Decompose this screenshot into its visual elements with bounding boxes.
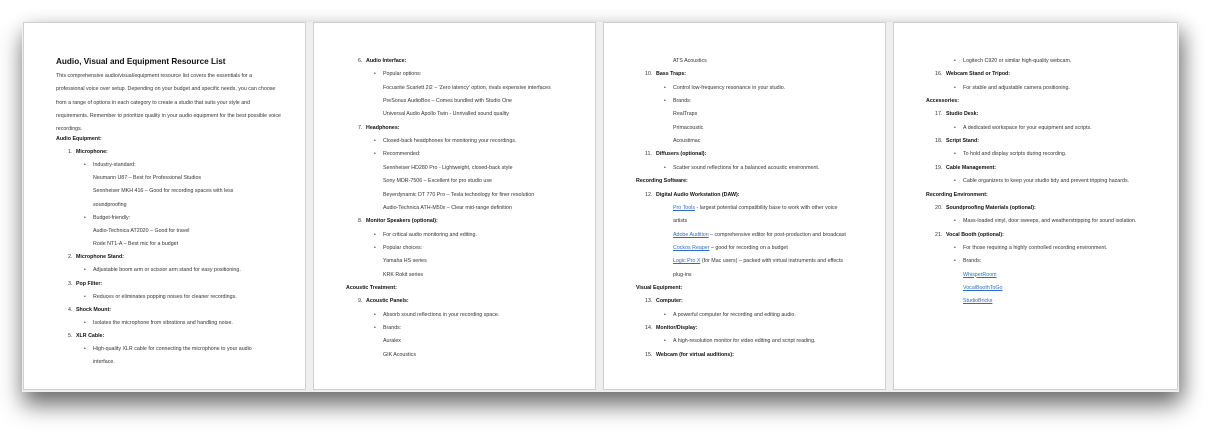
list-number: 14. bbox=[645, 325, 653, 331]
list-number: 17. bbox=[935, 111, 943, 118]
link-item bbox=[963, 286, 1002, 291]
list-number: 20. bbox=[935, 204, 943, 211]
sub-item: Sennheiser MKH 416 – Good for recording spaces with less bbox=[93, 188, 234, 195]
list-item-heading: Bass Traps: bbox=[656, 71, 687, 78]
list-item-heading: Headphones: bbox=[366, 124, 400, 131]
bullet-item: • Brands: bbox=[383, 326, 401, 331]
section-heading: Acoustic Treatment: bbox=[346, 284, 397, 291]
sub-item: Audio-Technica ATH-M50x – Clear mid-range definition bbox=[383, 204, 512, 211]
sub-item: Primacoustic bbox=[673, 124, 704, 131]
sub-item: Auralex bbox=[383, 338, 401, 345]
hyperlink[interactable]: Adobe Audition bbox=[673, 231, 709, 238]
list-item-heading: Monitor/Display: bbox=[656, 325, 698, 331]
list-item-heading: XLR Cable: bbox=[76, 333, 105, 340]
section-heading: Recording Environment: bbox=[926, 191, 988, 198]
bullet-item: • Popular options: bbox=[383, 72, 421, 77]
sub-item: Acoustimac bbox=[673, 138, 701, 145]
list-item-heading: Microphone: bbox=[76, 149, 108, 155]
sub-item: KRK Rokit series bbox=[383, 271, 424, 278]
link-description: (for Mac users) – packed with virtual instruments and effects bbox=[700, 258, 844, 265]
sub-item: Universal Audio Apollo Twin - Unrivalled sound quality bbox=[383, 111, 509, 118]
list-number: 19. bbox=[935, 164, 943, 171]
link-description: – good for recording on a budget bbox=[709, 244, 788, 251]
list-item-heading: Shock Mount: bbox=[76, 306, 112, 313]
bullet-item: • Industry-standard: bbox=[93, 163, 136, 168]
sub-item: Rode NT1-A – Best mic for a budget bbox=[93, 241, 179, 248]
list-item-heading: Webcam Stand or Tripod: bbox=[946, 71, 1011, 78]
sub-item: Sennheiser HD280 Pro - Lightweight, closed-back style bbox=[383, 164, 513, 171]
sub-item: Audio-Technica AT2020 – Good for travel bbox=[93, 227, 190, 234]
link-item bbox=[963, 299, 992, 304]
page-4 bbox=[893, 22, 1178, 390]
sub-item: Focusrite Scarlett 2i2 – 'Zero latency' option, rivals expensive interfaces bbox=[383, 84, 551, 91]
list-item-heading: Monitor Speakers (optional): bbox=[366, 218, 438, 225]
hyperlink[interactable]: Cockos Reaper bbox=[673, 244, 710, 251]
sub-item: Sony MDR-7506 – Excellent for pro studio use bbox=[383, 178, 492, 185]
link-item bbox=[673, 233, 846, 238]
list-item-heading: Digital Audio Workstation (DAW): bbox=[656, 191, 740, 198]
bullet-item: • Logitech C920 or similar high-quality webcam. bbox=[963, 59, 1071, 64]
section-heading: Accessories: bbox=[926, 98, 959, 105]
list-number: 15. bbox=[645, 351, 653, 358]
page-2 bbox=[313, 22, 596, 390]
hyperlink[interactable]: Logic Pro X bbox=[673, 258, 701, 265]
list-number: 16. bbox=[935, 71, 943, 78]
section-heading: Recording Software: bbox=[636, 178, 688, 185]
sub-item: Yamaha HS series bbox=[383, 258, 427, 265]
bullet-item: • Scatter sound reflections for a balanced acoustic environment. bbox=[673, 166, 819, 171]
section-heading: Audio Equipment: bbox=[56, 136, 102, 142]
sub-item: PreSonus AudioBox – Comes bundled with Studio One bbox=[383, 98, 512, 105]
link-item bbox=[963, 273, 997, 278]
bullet-item: • For stable and adjustable camera positioning. bbox=[963, 86, 1070, 91]
sub-item: Neumann U87 – Best for Professional Studios bbox=[93, 175, 202, 182]
bullet-item: • Reduces or eliminates popping noises for cleaner recordings. bbox=[93, 295, 237, 300]
hyperlink[interactable]: VocalBoothToGo bbox=[963, 284, 1003, 291]
section-heading: Visual Equipment: bbox=[636, 284, 683, 291]
list-item-heading: Pop Filter: bbox=[76, 280, 103, 287]
intro-paragraph: This comprehensive audio/visual/equipment resource list covers the essentials for a professional voice over setup. Depending on your budget and specific needs, you can choose from a range of options in each category to create a studio that suits your style and requirements. Remember to prioritize quality in your audio equipment for the best possible voice recordings. bbox=[56, 73, 281, 133]
list-item-heading: Microphone Stand: bbox=[76, 254, 124, 261]
bullet-item: • Adjustable boom arm or scissor arm stand for easy positioning. bbox=[93, 268, 241, 273]
bullet-item: • For critical audio monitoring and editing. bbox=[383, 233, 477, 238]
bullet-item: • High-quality XLR cable for connecting the microphone to your audio bbox=[93, 347, 252, 352]
list-number: 1. bbox=[68, 149, 73, 155]
link-item bbox=[673, 259, 843, 264]
sub-item: plug-ins bbox=[673, 271, 692, 278]
hyperlink[interactable]: Pro Tools bbox=[673, 204, 695, 211]
bullet-item: • A high-resolution monitor for video editing and script reading. bbox=[673, 339, 816, 344]
list-number: 9. bbox=[358, 298, 363, 305]
list-item-heading: Audio Interface: bbox=[366, 58, 407, 64]
sub-item: ATS Acoustics bbox=[673, 58, 707, 64]
bullet-item: • A dedicated workspace for your equipment and scripts. bbox=[963, 126, 1092, 131]
list-number: 12. bbox=[645, 191, 653, 198]
list-number: 6. bbox=[358, 58, 363, 64]
sub-item: interface. bbox=[93, 359, 115, 366]
bullet-item: • Control low-frequency resonance in your studio. bbox=[673, 86, 785, 91]
list-item-heading: Computer: bbox=[656, 298, 683, 305]
bullet-item: • Mass-loaded vinyl, door sweeps, and weatherstripping for sound isolation. bbox=[963, 219, 1136, 224]
bullet-item: • A powerful computer for recording and editing audio. bbox=[673, 313, 796, 318]
document-spread bbox=[22, 22, 1179, 392]
list-item-heading: Script Stand: bbox=[946, 138, 979, 145]
list-number: 8. bbox=[358, 218, 363, 225]
list-number: 21. bbox=[935, 231, 943, 238]
list-number: 10. bbox=[645, 71, 653, 78]
bullet-item: • Absorb sound reflections in your recording space. bbox=[383, 313, 499, 318]
list-item-heading: Soundproofing Materials (optional): bbox=[946, 204, 1036, 211]
list-item-heading: Webcam (for virtual auditions): bbox=[656, 351, 734, 358]
link-item bbox=[673, 246, 788, 251]
sub-item: RealTraps bbox=[673, 111, 698, 118]
sub-item: Beyerdynamic DT 770 Pro – Tesla technology for finer resolution bbox=[383, 191, 535, 198]
page-1 bbox=[23, 22, 306, 390]
bullet-item: • Brands: bbox=[673, 99, 691, 104]
list-item-heading: Studio Desk: bbox=[946, 111, 979, 118]
list-item-heading: Diffusers (optional): bbox=[656, 151, 707, 158]
hyperlink[interactable]: WhisperRoom bbox=[963, 271, 997, 278]
list-number: 13. bbox=[645, 298, 653, 305]
list-item-heading: Vocal Booth (optional): bbox=[946, 231, 1004, 238]
list-number: 2. bbox=[68, 254, 73, 261]
sub-item: GIK Acoustics bbox=[383, 351, 416, 358]
link-description: - largest potential compatibility base to work with other voice bbox=[694, 204, 838, 211]
bullet-item: • Popular choices: bbox=[383, 246, 422, 251]
bullet-item: • Cable organizers to keep your studio tidy and prevent tripping hazards. bbox=[963, 179, 1129, 184]
link-item bbox=[673, 206, 837, 211]
bullet-item: • For those requiring a highly controlled recording environment. bbox=[963, 246, 1107, 251]
list-item-heading: Acoustic Panels: bbox=[366, 298, 409, 305]
bullet-item: • Budget-friendly: bbox=[93, 216, 130, 221]
bullet-item: • Brands: bbox=[963, 259, 981, 264]
list-item-heading: Cable Management: bbox=[946, 164, 997, 171]
sub-item: soundproofing bbox=[93, 201, 127, 208]
sub-item: artists bbox=[673, 218, 688, 225]
document-title: Audio, Visual and Equipment Resource List bbox=[56, 57, 226, 66]
bullet-item: • To hold and display scripts during recording. bbox=[963, 152, 1066, 157]
bullet-item: • Isolates the microphone from vibrations and handling noise. bbox=[93, 321, 233, 326]
bullet-item: • Closed-back headphones for monitoring your recordings. bbox=[383, 139, 516, 144]
list-number: 7. bbox=[358, 124, 363, 131]
list-number: 3. bbox=[68, 280, 73, 287]
list-number: 11. bbox=[645, 151, 652, 158]
list-number: 5. bbox=[68, 333, 73, 340]
list-number: 18. bbox=[935, 138, 943, 145]
hyperlink[interactable]: StudioBricks bbox=[963, 298, 993, 305]
page-3 bbox=[603, 22, 886, 390]
link-description: – comprehensive editor for post-production and broadcast bbox=[708, 231, 846, 238]
bullet-item: • Recommended: bbox=[383, 152, 420, 157]
list-number: 4. bbox=[68, 306, 73, 313]
